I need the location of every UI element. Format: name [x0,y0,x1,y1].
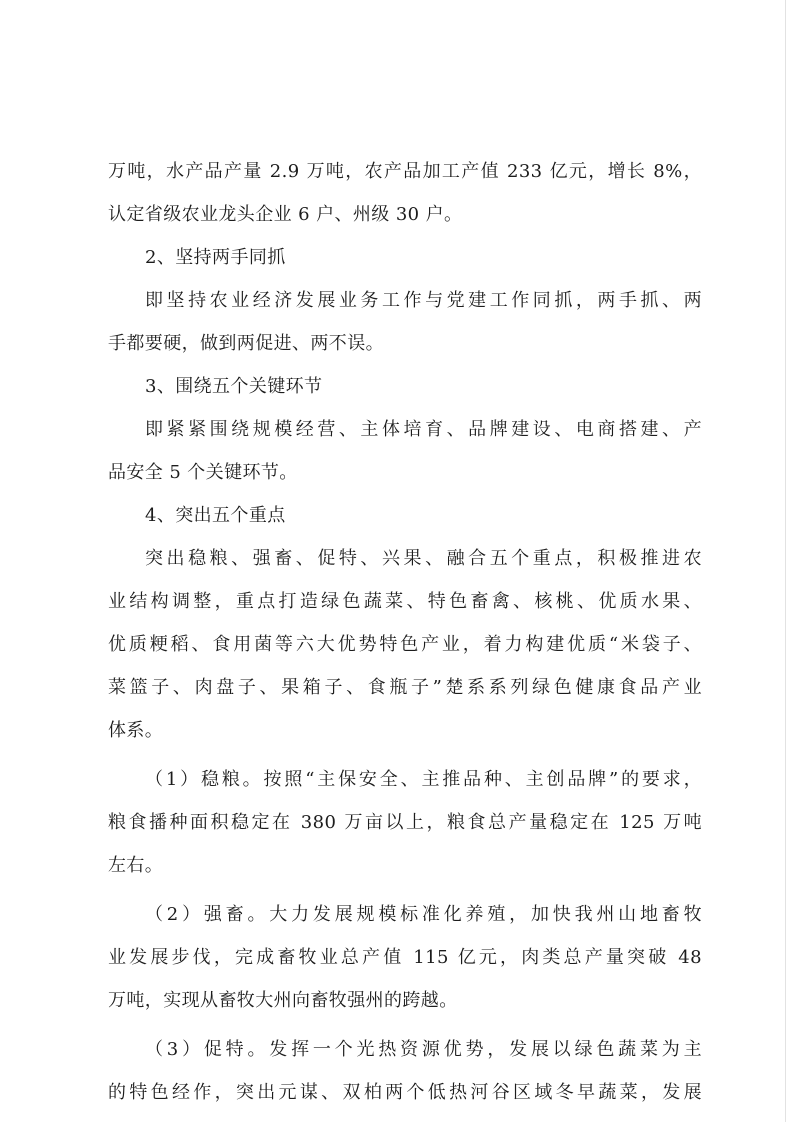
paragraph-line: 认定省级农业龙头企业 6 户、州级 30 户。 [108,204,463,225]
paragraph-line: 左右。 [108,855,164,876]
section-heading: 2、坚持两手同抓 [145,247,286,268]
paragraph-line: 突出稳粮、强畜、促特、兴果、融合五个重点，积极推进农 [145,548,702,569]
paragraph-line: 粮食播种面积稳定在 380 万亩以上，粮食总产量稳定在 125 万吨 [108,812,702,833]
paragraph-line: 万吨，水产品产量 2.9 万吨，农产品加工产值 233 亿元，增长 8%， [108,161,702,182]
paragraph-line: （1）稳粮。按照“主保安全、主推品种、主创品牌”的要求， [145,769,702,790]
paragraph-line: 即紧紧围绕规模经营、主体培育、品牌建设、电商搭建、产 [145,419,702,440]
page-edge-line [785,0,786,1122]
section-heading: 3、围绕五个关键环节 [145,376,323,397]
document-body [108,150,702,1114]
paragraph-line: 品安全 5 个关键环节。 [108,462,298,483]
paragraph-line: 体系。 [108,720,164,741]
paragraph-line: 优质粳稻、食用菌等六大优势特色产业，着力构建优质“米袋子、 [108,634,702,655]
paragraph-line: 的特色经作，突出元谋、双柏两个低热河谷区域冬早蔬菜，发展 [108,1082,702,1103]
section-heading: 4、突出五个重点 [145,505,286,526]
paragraph-line: （3）促特。发挥一个光热资源优势，发展以绿色蔬菜为主 [145,1039,702,1060]
paragraph-line: 业发展步伐，完成畜牧业总产值 115 亿元，肉类总产量突破 48 [108,947,702,968]
paragraph-line: 即坚持农业经济发展业务工作与党建工作同抓，两手抓、两 [145,290,702,311]
paragraph-line: 业结构调整，重点打造绿色蔬菜、特色畜禽、核桃、优质水果、 [108,591,702,612]
paragraph-line: 手都要硬，做到两促进、两不误。 [108,333,384,354]
paragraph-line: 菜篮子、肉盘子、果箱子、食瓶子”楚系系列绿色健康食品产业 [108,677,702,698]
paragraph-line: 万吨，实现从畜牧大州向畜牧强州的跨越。 [108,990,458,1011]
paragraph-line: （2）强畜。大力发展规模标准化养殖，加快我州山地畜牧 [145,904,702,925]
